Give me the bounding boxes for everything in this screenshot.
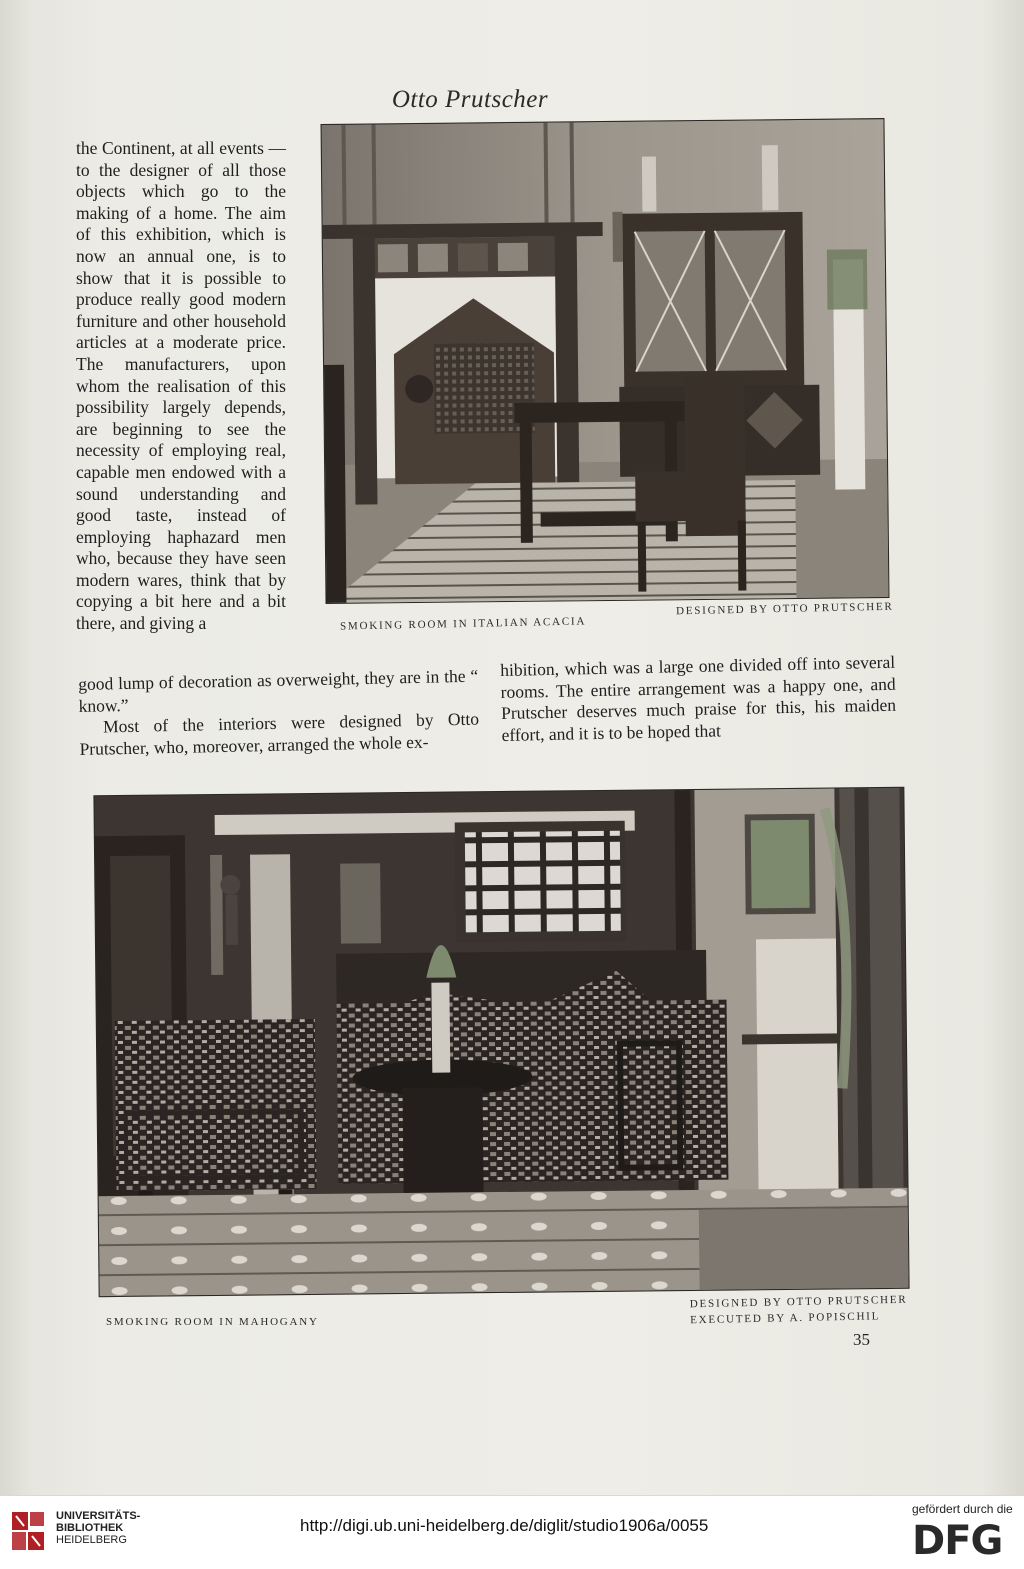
- running-head: Otto Prutscher: [391, 86, 549, 113]
- paragraph: good lump of decoration as overweight, they are in the “ know.”: [78, 665, 479, 716]
- library-name-line: BIBLIOTHEK: [56, 1522, 124, 1534]
- paragraph: hibition, which was a large one divided off into several rooms. The entire arrangement was a happy one, and Prutscher deserves much praise for this, his maiden effort, and it is to be hoped that: [500, 651, 897, 745]
- viewer-footer: [0, 1495, 1024, 1569]
- photo-smoking-room-italian-acacia: [322, 119, 889, 603]
- permalink-url[interactable]: http://digi.ub.uni-heidelberg.de/diglit/studio1906a/0055: [300, 1516, 709, 1535]
- caption-designer: DESIGNED BY OTTO PRUTSCHER: [689, 1293, 908, 1311]
- text-column-right: [500, 652, 897, 747]
- caption-executor: EXECUTED BY A. POPISCHIL: [690, 1310, 881, 1327]
- caption-top-photo-title: SMOKING ROOM IN ITALIAN ACACIA: [339, 615, 587, 633]
- ub-heidelberg-logo-icon[interactable]: [8, 1508, 48, 1554]
- library-name-line: UNIVERSITÄTS-: [56, 1510, 141, 1522]
- page-number: 35: [853, 1330, 870, 1349]
- dfg-logo[interactable]: DFG: [912, 1518, 1003, 1564]
- photo-image: [94, 788, 908, 1296]
- text-column-left-wide: [78, 666, 480, 761]
- caption-bottom-photo-credit: [690, 1292, 908, 1329]
- caption-top-photo-credit: DESIGNED BY OTTO PRUTSCHER: [675, 600, 894, 618]
- sponsor-label: gefördert durch die: [912, 1502, 1013, 1516]
- photo-smoking-room-mahogany: [94, 788, 908, 1296]
- paragraph: Most of the interiors were designed by Otto Prutscher, who, moreover, arranged the whole ex-: [79, 708, 480, 759]
- text-column-left-narrow: [76, 138, 286, 635]
- photo-image: [322, 119, 889, 603]
- caption-bottom-photo-title: SMOKING ROOM IN MAHOGANY: [106, 1316, 319, 1328]
- library-name-line: HEIDELBERG: [56, 1534, 127, 1546]
- paragraph: the Continent, at all events —to the designer of all those objects which go to the making of a home. The aim of this exhibition, which is now an annual one, is to show that it is possible to produce really good modern furniture and other household articles at a moderate price. The manufacturers, upon whom the realisation of this possibility largely depends, are beginning to see the necessity of employing real, capable men endowed with a sound understanding and good taste, instead of employing haphazard men who, because they have seen modern wares, think that by copying a bit here and a bit there, and giving a: [76, 138, 286, 634]
- library-name[interactable]: [56, 1510, 140, 1546]
